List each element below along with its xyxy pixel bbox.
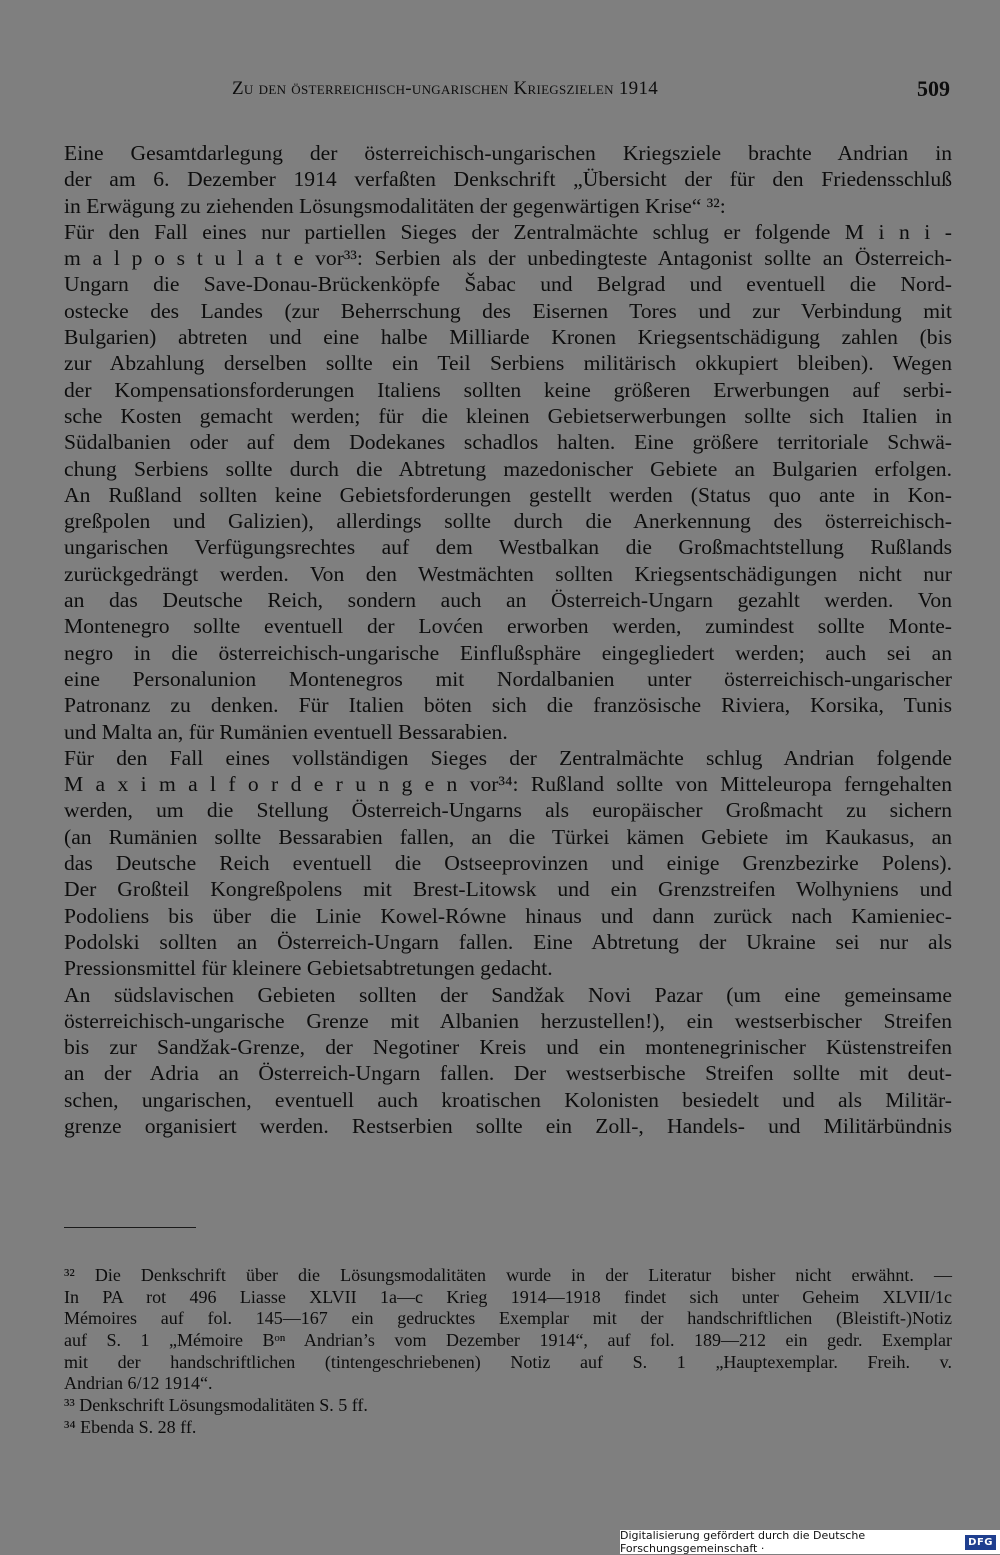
running-title: Zu den österreichisch-ungarischen Kriegszielen 1914	[232, 78, 659, 99]
text-line: das Deutsche Reich eventuell die Ostseeprovinzen und einige Grenzbezirke Polens).	[64, 851, 952, 876]
main-text	[64, 140, 952, 1139]
footnote-line: In PA rot 496 Liasse XLVII 1a—c Krieg 1914—1918 findet sich unter Geheim XLVII/1c	[64, 1286, 952, 1307]
text-line: An südslavischen Gebieten sollten der Sandžak Novi Pazar (um eine gemeinsame	[64, 982, 952, 1007]
text-line: in Erwägung zu ziehenden Lösungsmodalitäten der gegenwärtigen Krise“ ³²:	[64, 193, 726, 218]
text-line: grenze organisiert werden. Restserbien sollte ein Zoll-, Handels- und Militärbündnis	[64, 1113, 952, 1138]
footnote-line: auf S. 1 „Mémoire Bᵒⁿ Andrian’s vom Dezember 1914“, auf fol. 189—212 ein gedr. Exemplar	[64, 1330, 952, 1351]
footnote-line: ³² Die Denkschrift über die Lösungsmodalitäten wurde in der Literatur bisher nicht erwähnt. —	[64, 1265, 952, 1285]
text-line: Montenegro sollte eventuell der Lovćen erworben werden, zumindest sollte Monte-	[64, 614, 952, 639]
running-header	[64, 78, 950, 112]
text-line: österreichisch-ungarische Grenze mit Albanien herzustellen!), ein westserbischer Streifen	[64, 1008, 952, 1033]
text-line: an das Deutsche Reich, sondern auch an Österreich-Ungarn gezahlt werden. Von	[64, 588, 952, 613]
page-number: 509	[917, 76, 950, 101]
text-line: Pressionsmittel für kleinere Gebietsabtretungen gedacht.	[64, 956, 553, 981]
text-line: Ungarn die Save-Donau-Brückenköpfe Šabac und Belgrad und eventuell die Nord-	[64, 272, 952, 297]
text-line: der Kompensationsforderungen Italiens sollten keine größeren Erwerbungen auf serbi-	[64, 377, 952, 402]
text-line: der am 6. Dezember 1914 verfaßten Denkschrift „Übersicht der für den Friedensschluß	[64, 167, 952, 192]
text-line: Der Großteil Kongreßpolens mit Brest-Litowsk und ein Grenzstreifen Wolhyniens und	[64, 877, 952, 902]
text-line: m a l p o s t u l a t e vor³³: Serbien als der unbedingteste Antagonist sollte an Österreich-	[64, 246, 952, 271]
digitization-credit-bar	[620, 1530, 1000, 1554]
footnotes	[64, 1265, 952, 1439]
footnote-line: ³⁴ Ebenda S. 28 ff.	[64, 1416, 197, 1437]
text-line: greßpolen und Galizien), allerdings sollte durch die Anerkennung des österreichisch-	[64, 509, 952, 534]
text-line: M a x i m a l f o r d e r u n g e n vor³⁴: Rußland sollte von Mitteleuropa ferngehalten	[64, 772, 952, 797]
text-line: Eine Gesamtdarlegung der österreichisch-ungarischen Kriegsziele brachte Andrian in	[64, 141, 952, 165]
text-line: Südalbanien oder auf dem Dodekanes schadlos halten. Eine größere territoriale Schwä-	[64, 430, 952, 455]
text-line: und Malta an, für Rumänien eventuell Bessarabien.	[64, 719, 508, 744]
dfg-logo: DFG	[965, 1535, 996, 1550]
footnote-line: Andrian 6/12 1914“.	[64, 1373, 213, 1394]
text-line: Für den Fall eines nur partiellen Sieges der Zentralmächte schlug er folgende M i n i -	[64, 219, 952, 244]
text-line: zur Abzahlung derselben sollte ein Teil Serbiens militärisch okkupiert bleiben). Wegen	[64, 351, 952, 376]
digitization-credit: Digitalisierung gefördert durch die Deutsche Forschungsgemeinschaft ·	[620, 1529, 866, 1555]
text-line: sche Kosten gemacht werden; für die kleinen Gebietserwerbungen sollte sich Italien in	[64, 403, 952, 428]
text-line: ostecke des Landes (zur Beherrschung des Eisernen Tores und zur Verbindung mit	[64, 298, 952, 323]
text-line: ungarischen Verfügungsrechtes auf dem Westbalkan die Großmachtstellung Rußlands	[64, 535, 952, 560]
text-line: bis zur Sandžak-Grenze, der Negotiner Kreis und ein montenegrinischer Küstenstreifen	[64, 1035, 952, 1060]
text-line: Für den Fall eines vollständigen Sieges der Zentralmächte schlug Andrian folgende	[64, 745, 952, 770]
text-line: Podoliens bis über die Linie Kowel-Równe hinaus und dann zurück nach Kamieniec-	[64, 903, 952, 928]
footnote-divider	[64, 1227, 196, 1228]
text-line: an der Adria an Österreich-Ungarn fallen. Der westserbische Streifen sollte mit deut-	[64, 1061, 952, 1086]
text-line: eine Personalunion Montenegros mit Nordalbanien unter österreichisch-ungarischer	[64, 666, 952, 691]
text-line: Bulgarien) abtreten und eine halbe Milliarde Kronen Kriegsentschädigung zahlen (bis	[64, 325, 952, 350]
footnote-line: mit der handschriftlichen (tintengeschriebenen) Notiz auf S. 1 „Hauptexemplar. Freih. v.	[64, 1351, 952, 1372]
text-line: Patronanz zu denken. Für Italien böten sich die französische Riviera, Korsika, Tunis	[64, 693, 952, 718]
text-line: zurückgedrängt werden. Von den Westmächten sollten Kriegsentschädigungen nicht nur	[64, 561, 952, 586]
footnote-line: Mémoires auf fol. 145—167 ein gedrucktes Exemplar mit der handschriftlichen (Bleistift-)Notiz	[64, 1308, 952, 1329]
text-line: werden, um die Stellung Österreich-Ungarns als europäischer Großmacht zu sichern	[64, 798, 952, 823]
footnote-line: ³³ Denkschrift Lösungsmodalitäten S. 5 ff.	[64, 1395, 368, 1416]
text-line: An Rußland sollten keine Gebietsforderungen gestellt werden (Status quo ante in Kon-	[64, 482, 952, 507]
text-line: schen, ungarischen, eventuell auch kroatischen Kolonisten besiedelt und als Militär-	[64, 1087, 952, 1112]
text-line: (an Rumänien sollte Bessarabien fallen, an die Türkei kämen Gebiete im Kaukasus, an	[64, 824, 952, 849]
text-line: Podolski sollten an Österreich-Ungarn fallen. Eine Abtretung der Ukraine sei nur als	[64, 929, 952, 954]
text-line: chung Serbiens sollte durch die Abtretung mazedonischer Gebiete an Bulgarien erfolgen.	[64, 456, 952, 481]
text-line: negro in die österreichisch-ungarische Einflußsphäre eingegliedert werden; auch sei an	[64, 640, 952, 665]
